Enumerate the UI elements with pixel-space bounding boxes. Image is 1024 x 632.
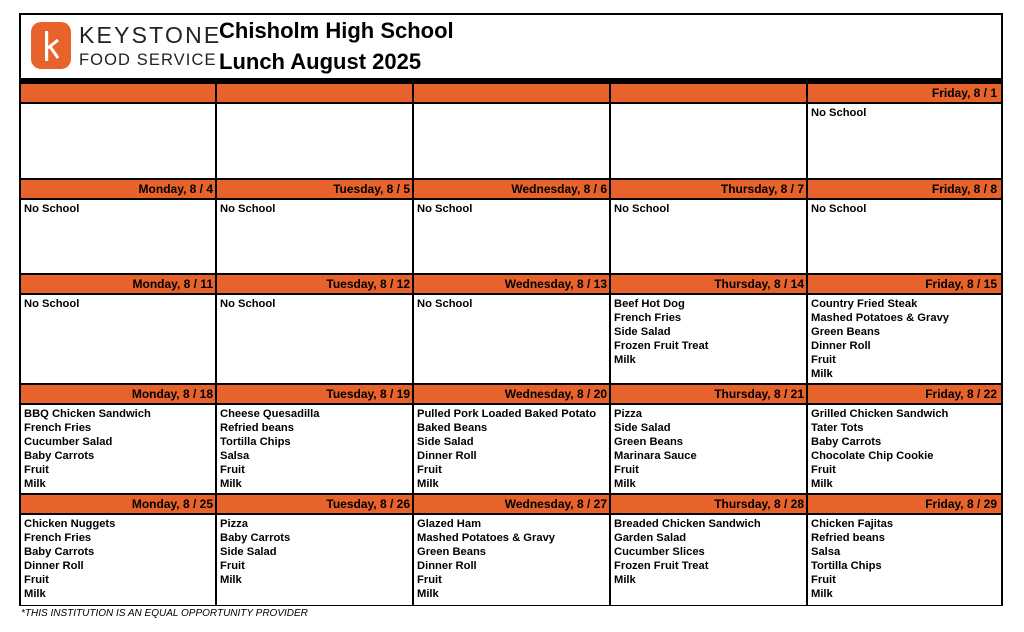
menu-item: Breaded Chicken Sandwich — [614, 518, 761, 530]
menu-item: Dinner Roll — [417, 560, 477, 573]
menu-item: Side Salad — [614, 422, 671, 435]
menu-item: Baby Carrots — [24, 546, 95, 559]
day-header: Friday, 8 / 22 — [808, 385, 1001, 405]
menu-item: Refried beans — [811, 532, 885, 545]
day-menu — [611, 515, 808, 605]
menu-item: Fruit — [220, 464, 245, 477]
page-subtitle: Lunch August 2025 — [219, 49, 422, 74]
menu-item: Tater Tots — [811, 422, 864, 435]
day-menu — [21, 200, 217, 275]
menu-item: Baby Carrots — [811, 436, 882, 449]
day-header: Friday, 8 / 15 — [808, 275, 1001, 295]
day-cell — [217, 385, 414, 495]
day-cell — [808, 180, 1001, 275]
day-menu — [808, 200, 1001, 275]
menu-item: Garden Salad — [614, 532, 687, 545]
day-cell — [414, 84, 611, 180]
menu-item: Cucumber Salad — [24, 436, 113, 449]
day-cell — [217, 495, 414, 605]
menu-item: No School — [24, 298, 80, 310]
menu-item: Side Salad — [417, 436, 474, 449]
menu-item: Chicken Fajitas — [811, 518, 894, 530]
menu-item: Milk — [220, 478, 242, 491]
day-menu — [21, 104, 217, 180]
menu-item: Pizza — [220, 518, 248, 530]
column-divider — [806, 385, 808, 495]
day-menu — [611, 405, 808, 495]
day-header: Thursday, 8 / 7 — [611, 180, 808, 200]
menu-item: Milk — [220, 574, 242, 587]
day-menu — [217, 515, 414, 605]
menu-item: Frozen Fruit Treat — [614, 560, 709, 573]
day-menu — [414, 200, 611, 275]
menu-item: No School — [24, 203, 80, 215]
menu-item: Fruit — [24, 574, 49, 587]
day-header — [21, 84, 217, 104]
day-header: Monday, 8 / 18 — [21, 385, 217, 405]
day-cell — [611, 495, 808, 605]
keystone-logo-icon — [31, 22, 71, 69]
menu-item: Milk — [417, 588, 439, 601]
menu-item: Grilled Chicken Sandwich — [811, 408, 949, 420]
menu-item: Milk — [24, 588, 46, 601]
day-menu — [611, 104, 808, 180]
day-header: Friday, 8 / 29 — [808, 495, 1001, 515]
day-cell — [611, 385, 808, 495]
menu-item: Baby Carrots — [220, 532, 291, 545]
menu-item: Chocolate Chip Cookie — [811, 450, 934, 463]
column-divider — [215, 495, 217, 605]
menu-item: Marinara Sauce — [614, 450, 697, 463]
menu-item: Dinner Roll — [417, 450, 477, 463]
day-header — [611, 84, 808, 104]
day-menu — [217, 104, 414, 180]
column-divider — [609, 180, 611, 275]
menu-item: Country Fried Steak — [811, 298, 918, 310]
menu-item: Frozen Fruit Treat — [614, 340, 709, 353]
column-divider — [215, 385, 217, 495]
day-menu — [611, 200, 808, 275]
week-row — [21, 180, 1001, 275]
menu-item: Milk — [811, 368, 833, 381]
day-menu — [21, 515, 217, 605]
day-header: Tuesday, 8 / 26 — [217, 495, 414, 515]
column-divider — [806, 275, 808, 385]
day-header: Thursday, 8 / 14 — [611, 275, 808, 295]
day-header: Tuesday, 8 / 19 — [217, 385, 414, 405]
equal-opportunity-note: *THIS INSTITUTION IS AN EQUAL OPPORTUNITY PROVIDER — [21, 608, 308, 619]
menu-item: Milk — [24, 478, 46, 491]
day-cell — [808, 385, 1001, 495]
menu-item: No School — [220, 203, 276, 215]
menu-item: Beef Hot Dog — [614, 298, 685, 310]
menu-item: Milk — [614, 574, 636, 587]
day-cell — [21, 180, 217, 275]
week-row — [21, 385, 1001, 495]
day-cell — [414, 495, 611, 605]
week-row — [21, 495, 1001, 605]
day-menu — [217, 295, 414, 385]
menu-item: BBQ Chicken Sandwich — [24, 408, 151, 420]
menu-item: Tortilla Chips — [811, 560, 882, 573]
day-header: Monday, 8 / 4 — [21, 180, 217, 200]
menu-item: Side Salad — [614, 326, 671, 339]
day-cell — [808, 275, 1001, 385]
day-cell — [611, 275, 808, 385]
menu-item: Fruit — [220, 560, 245, 573]
menu-item: Refried beans — [220, 422, 294, 435]
day-header: Tuesday, 8 / 12 — [217, 275, 414, 295]
menu-item: No School — [417, 298, 473, 310]
day-header: Wednesday, 8 / 6 — [414, 180, 611, 200]
day-header: Wednesday, 8 / 13 — [414, 275, 611, 295]
menu-item: Dinner Roll — [811, 340, 871, 353]
column-divider — [215, 180, 217, 275]
day-cell — [414, 385, 611, 495]
menu-item: Pizza — [614, 408, 642, 420]
menu-item: Fruit — [811, 574, 836, 587]
day-header: Tuesday, 8 / 5 — [217, 180, 414, 200]
day-cell — [21, 385, 217, 495]
column-divider — [215, 84, 217, 180]
day-menu — [414, 104, 611, 180]
day-menu — [21, 405, 217, 495]
menu-item: Pulled Pork Loaded Baked Potato — [417, 408, 597, 420]
page-title: Chisholm High School — [219, 18, 454, 43]
day-header — [217, 84, 414, 104]
column-divider — [412, 180, 414, 275]
day-menu — [414, 405, 611, 495]
day-menu — [808, 104, 1001, 180]
day-cell — [611, 84, 808, 180]
day-header: Wednesday, 8 / 27 — [414, 495, 611, 515]
column-divider — [412, 495, 414, 605]
week-row — [21, 84, 1001, 180]
menu-item: Tortilla Chips — [220, 436, 291, 449]
menu-item: Glazed Ham — [417, 518, 482, 530]
menu-item: Side Salad — [220, 546, 277, 559]
menu-item: Baby Carrots — [24, 450, 95, 463]
day-menu — [808, 295, 1001, 385]
day-cell — [217, 180, 414, 275]
menu-item: Salsa — [811, 546, 841, 559]
menu-item: No School — [614, 203, 670, 215]
brand-subtitle: FOOD SERVICE — [79, 51, 217, 69]
menu-item: Green Beans — [614, 436, 684, 449]
menu-item: No School — [811, 203, 867, 215]
day-cell — [217, 275, 414, 385]
menu-item: Cucumber Slices — [614, 546, 705, 559]
day-header: Wednesday, 8 / 20 — [414, 385, 611, 405]
menu-item: Milk — [614, 478, 636, 491]
menu-item: Fruit — [811, 464, 836, 477]
menu-item: Green Beans — [811, 326, 881, 339]
menu-item: Fruit — [811, 354, 836, 367]
menu-item: Fruit — [417, 464, 442, 477]
menu-item: Fruit — [614, 464, 639, 477]
menu-item: Green Beans — [417, 546, 487, 559]
day-header: Monday, 8 / 11 — [21, 275, 217, 295]
day-cell — [808, 495, 1001, 605]
menu-item: French Fries — [24, 422, 92, 435]
column-divider — [412, 385, 414, 495]
menu-item: Milk — [811, 588, 833, 601]
menu-item: Mashed Potatoes & Gravy — [811, 312, 950, 325]
day-header: Friday, 8 / 1 — [808, 84, 1001, 104]
day-cell — [217, 84, 414, 180]
column-divider — [609, 84, 611, 180]
column-divider — [412, 84, 414, 180]
day-cell — [611, 180, 808, 275]
column-divider — [215, 275, 217, 385]
day-menu — [414, 515, 611, 605]
menu-item: French Fries — [614, 312, 682, 325]
column-divider — [806, 84, 808, 180]
menu-item: Fruit — [417, 574, 442, 587]
day-cell — [21, 495, 217, 605]
day-cell — [808, 84, 1001, 180]
day-menu — [611, 295, 808, 385]
menu-item: No School — [417, 203, 473, 215]
day-header: Thursday, 8 / 21 — [611, 385, 808, 405]
menu-item: Cheese Quesadilla — [220, 408, 320, 420]
menu-calendar — [19, 13, 1003, 606]
day-header: Thursday, 8 / 28 — [611, 495, 808, 515]
column-divider — [412, 275, 414, 385]
column-divider — [609, 495, 611, 605]
day-header: Monday, 8 / 25 — [21, 495, 217, 515]
day-cell — [21, 275, 217, 385]
menu-item: Dinner Roll — [24, 560, 84, 573]
menu-item: Mashed Potatoes & Gravy — [417, 532, 556, 545]
day-header — [414, 84, 611, 104]
day-cell — [414, 180, 611, 275]
week-row — [21, 275, 1001, 385]
day-cell — [414, 275, 611, 385]
brand-name: KEYSTONE — [79, 22, 222, 48]
menu-item: Milk — [614, 354, 636, 367]
day-menu — [808, 405, 1001, 495]
menu-item: Milk — [811, 478, 833, 491]
header — [21, 15, 1001, 78]
day-menu — [808, 515, 1001, 605]
menu-item: No School — [811, 107, 867, 119]
menu-item: Fruit — [24, 464, 49, 477]
day-menu — [217, 200, 414, 275]
menu-item: Chicken Nuggets — [24, 518, 116, 530]
day-menu — [217, 405, 414, 495]
menu-item: No School — [220, 298, 276, 310]
menu-item: Milk — [417, 478, 439, 491]
menu-item: Baked Beans — [417, 422, 488, 435]
day-menu — [21, 295, 217, 385]
column-divider — [806, 180, 808, 275]
column-divider — [609, 275, 611, 385]
column-divider — [806, 495, 808, 605]
menu-item: French Fries — [24, 532, 92, 545]
menu-item: Salsa — [220, 450, 250, 463]
day-cell — [21, 84, 217, 180]
day-header: Friday, 8 / 8 — [808, 180, 1001, 200]
day-menu — [414, 295, 611, 385]
column-divider — [609, 385, 611, 495]
